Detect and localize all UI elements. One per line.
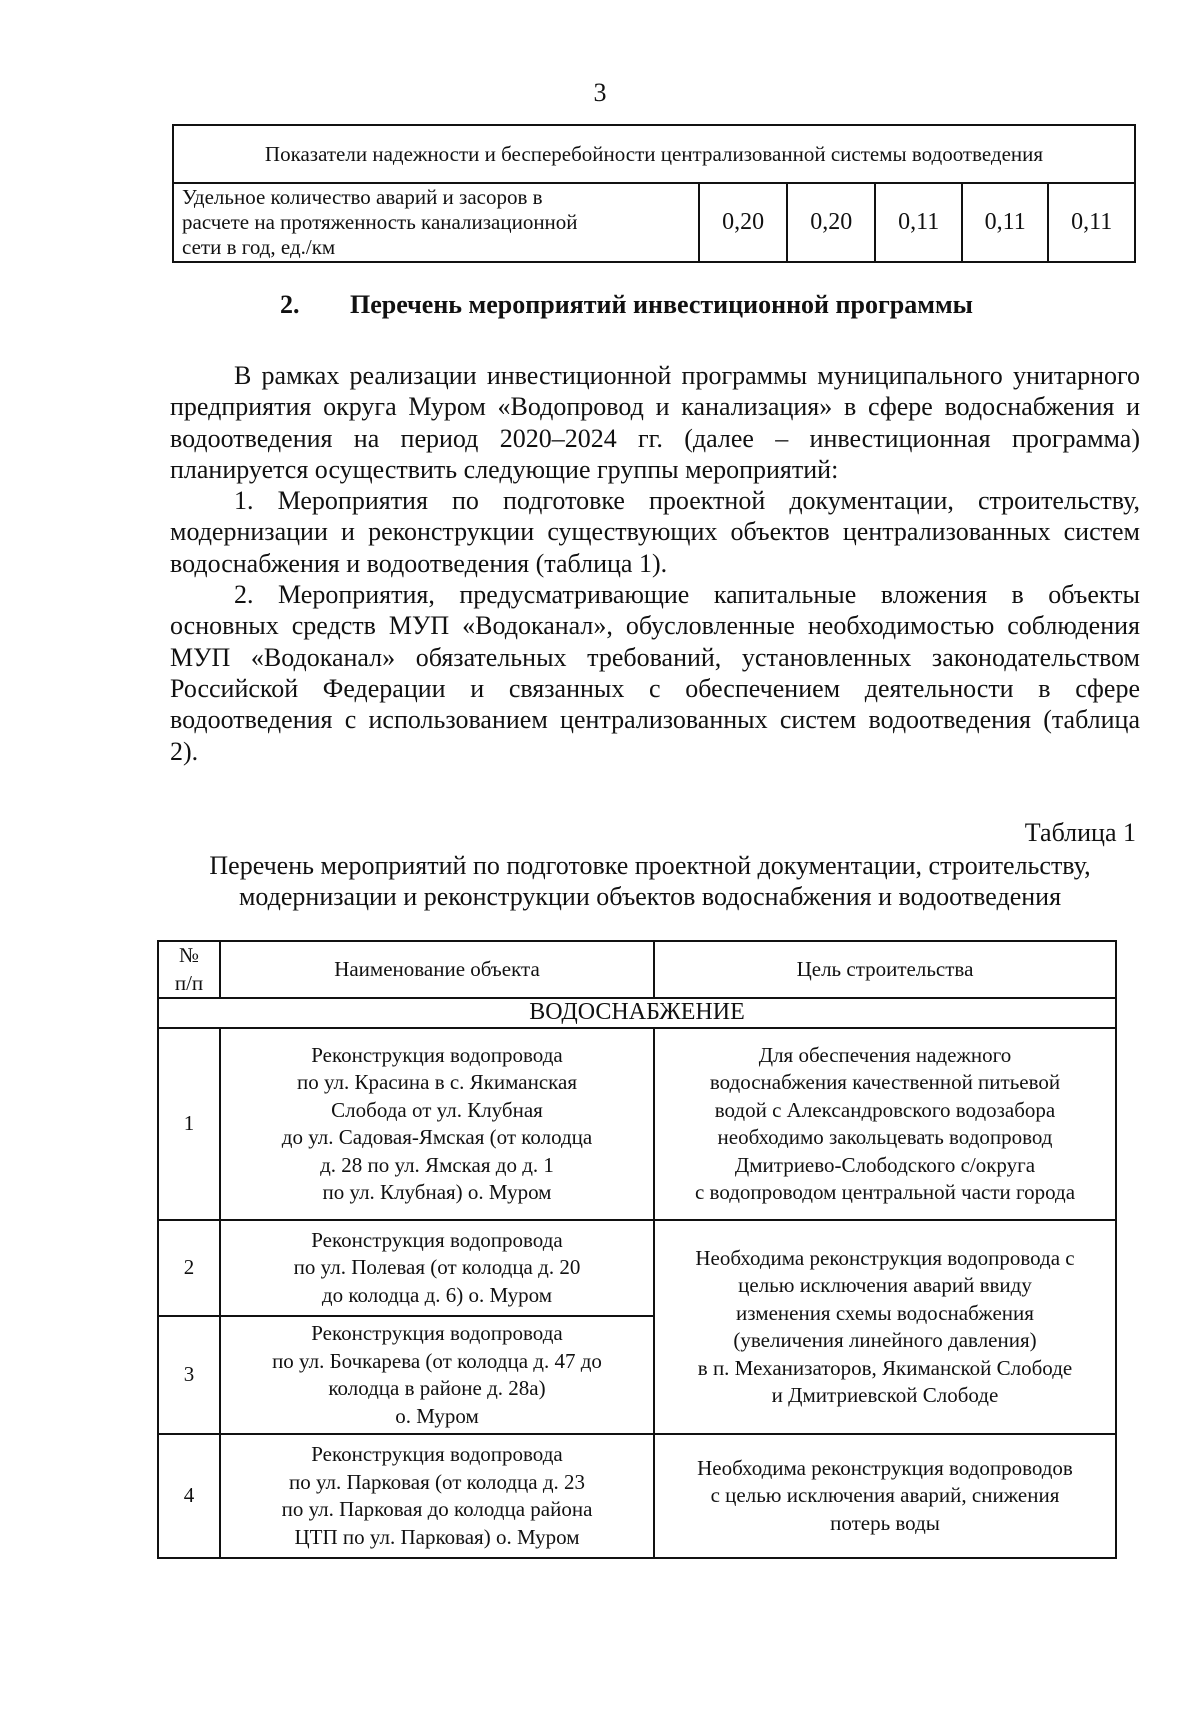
list-item-paragraph: 2. Мероприятия, предусматривающие капитальные вложения в объекты основных средств МУП «Водоканал», обусловленные необходимостью соблюдения МУП «Водоканал» обязательных требований, установленных законодательством Российской Федерации и связанных с обеспечением деятельности в сфере водоотведения с использованием централизованных систем водоотведения (таблица 2). — [170, 580, 1140, 766]
indicator-value: 0,11 — [875, 183, 962, 262]
group-label: ВОДОСНАБЖЕНИЕ — [158, 998, 1116, 1028]
indicator-value: 0,11 — [962, 183, 1049, 262]
row-name — [220, 1316, 654, 1434]
row-goal-line: в п. Механизаторов, Якиманской Слободе — [697, 1355, 1073, 1380]
table-title-line: модернизации и реконструкции объектов водоснабжения и водоотведения — [238, 882, 1062, 912]
row-goal-line: потерь воды — [830, 1510, 940, 1535]
row-number: 3 — [158, 1316, 220, 1434]
indicator-value: 0,20 — [787, 183, 875, 262]
header-num-line: № — [178, 943, 200, 967]
measures-table — [157, 940, 1117, 1559]
row-name-line: Реконструкция водопровода — [311, 1227, 563, 1252]
row-name-line: до колодца д. 6) о. Муром — [321, 1282, 553, 1307]
indicator-value: 0,20 — [699, 183, 787, 262]
row-name-line: о. Муром — [395, 1403, 479, 1428]
row-goal-line: с водопроводом центральной части города — [694, 1180, 1076, 1204]
header-goal: Цель строительства — [654, 941, 1116, 998]
row-name-line: Реконструкция водопровода — [311, 1042, 563, 1067]
row-name-line: колодца в районе д. 28а) — [328, 1376, 546, 1400]
row-goal — [654, 1028, 1116, 1220]
row-goal — [654, 1434, 1116, 1558]
page-number: 3 — [593, 78, 607, 107]
row-goal-line: и Дмитриевской Слободе — [771, 1383, 999, 1407]
row-name — [220, 1434, 654, 1558]
header-num — [158, 941, 220, 998]
row-name-line: по ул. Парковая (от колодца д. 23 — [288, 1469, 586, 1494]
row-goal-line: целью исключения аварий ввиду — [738, 1273, 1032, 1297]
row-number: 4 — [158, 1434, 220, 1558]
indicators-data-row — [173, 183, 1135, 262]
table-title — [140, 850, 1160, 913]
row-name-line: по ул. Полевая (от колодца д. 20 — [293, 1255, 581, 1280]
row-name-line: по ул. Красина в с. Якиманская — [296, 1070, 578, 1094]
row-name-line: по ул. Бочкарева (от колодца д. 47 до — [272, 1348, 602, 1373]
indicators-table — [172, 124, 1136, 263]
row-goal-line: водоснабжения качественной питьевой — [709, 1070, 1061, 1094]
row-name-line: по ул. Парковая до колодца района — [281, 1497, 593, 1521]
indicator-value: 0,11 — [1048, 183, 1135, 262]
row-name-line: Реконструкция водопровода — [311, 1321, 563, 1345]
row-name-line: до ул. Садовая-Ямская (от колодца — [281, 1125, 593, 1149]
row-name — [220, 1028, 654, 1220]
indicator-label-line: Удельное количество аварий и засоров в — [182, 185, 543, 209]
indicators-header: Показатели надежности и бесперебойности централизованной системы водоотведения — [173, 125, 1135, 183]
row-name-line: д. 28 по ул. Ямская до д. 1 — [320, 1152, 554, 1177]
row-goal-line: водой с Александровского водозабора — [714, 1097, 1056, 1122]
row-number: 2 — [158, 1220, 220, 1316]
row-name — [220, 1220, 654, 1316]
row-number: 1 — [158, 1028, 220, 1220]
section-title: Перечень мероприятий инвестиционной программы — [350, 290, 973, 319]
section-number: 2. — [280, 290, 300, 319]
table-row — [158, 1028, 1116, 1220]
indicator-label-line: сети в год, ед./км — [182, 235, 336, 259]
body-text — [170, 360, 1140, 767]
row-name-line: Слобода от ул. Клубная — [331, 1097, 543, 1122]
table-header-row — [158, 941, 1116, 998]
table-row — [158, 1434, 1116, 1558]
row-name-line: ЦТП по ул. Парковая) о. Муром — [294, 1524, 580, 1549]
indicator-label-line: расчете на протяженность канализационной — [182, 210, 578, 234]
header-name: Наименование объекта — [220, 941, 654, 998]
header-num-line: п/п — [174, 970, 204, 995]
list-item-paragraph: 1. Мероприятия по подготовке проектной документации, строительству, модернизации и реконструкции существующих объектов централизованных систем водоснабжения и водоотведения (таблица 1). — [170, 486, 1140, 578]
row-goal-line: Необходима реконструкция водопровода с — [695, 1245, 1075, 1270]
row-name-line: по ул. Клубная) о. Муром — [322, 1180, 552, 1204]
indicator-label — [173, 183, 699, 262]
indicators-header-row — [173, 125, 1135, 183]
row-goal-line: изменения схемы водоснабжения — [736, 1300, 1034, 1325]
row-goal-line: с целью исключения аварий, снижения — [710, 1483, 1060, 1508]
row-goal-line: необходимо закольцевать водопровод — [717, 1125, 1053, 1149]
row-goal-line: (увеличения линейного давления) — [733, 1328, 1037, 1352]
row-goal-line: Для обеспечения надежного — [758, 1042, 1012, 1067]
group-row — [158, 998, 1116, 1028]
row-name-line: Реконструкция водопровода — [311, 1442, 563, 1466]
table-row — [158, 1220, 1116, 1316]
row-goal — [654, 1220, 1116, 1434]
row-goal-line: Необходима реконструкция водопроводов — [697, 1455, 1073, 1480]
intro-paragraph: В рамках реализации инвестиционной программы муниципального унитарного предприятия округа Муром «Водопровод и канализация» в сфере водоснабжения и водоотведения на период 2020–2024 гг. (далее – инвестиционная программа) планируется осуществить следующие группы мероприятий: — [170, 361, 1140, 484]
table-title-line: Перечень мероприятий по подготовке проектной документации, строительству, — [209, 851, 1091, 880]
table-label: Таблица 1 — [1024, 818, 1136, 847]
row-goal-line: Дмитриево-Слободского с/округа — [734, 1152, 1036, 1177]
